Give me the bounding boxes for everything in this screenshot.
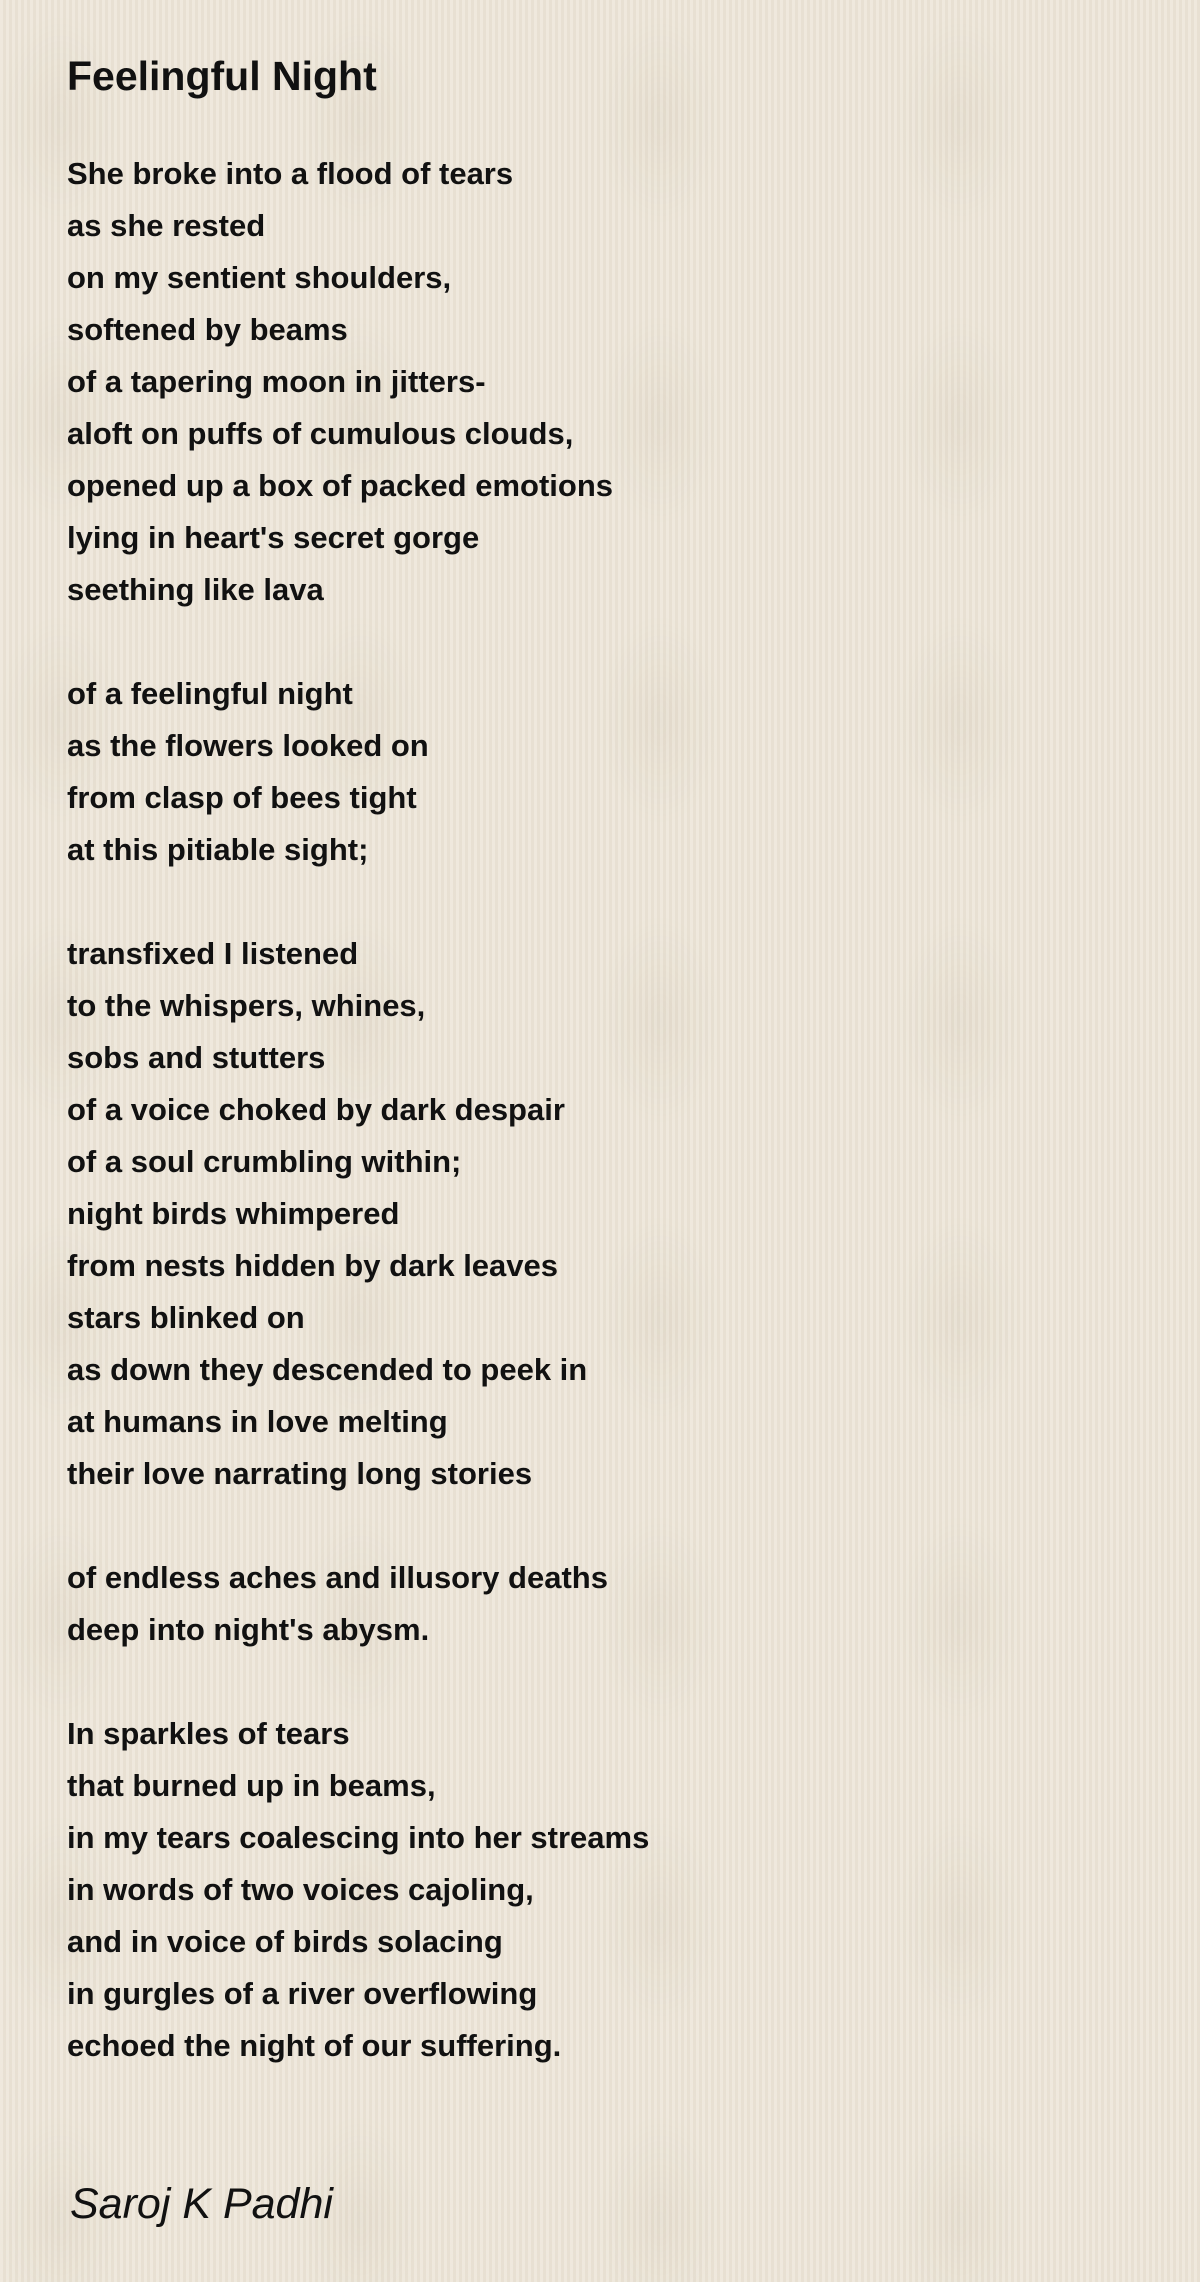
poem-line: their love narrating long stories	[67, 1456, 533, 1491]
poem-title: Feelingful Night	[67, 53, 377, 99]
poem-line: transfixed I listened	[67, 936, 359, 971]
poem-line: lying in heart's secret gorge	[67, 520, 480, 555]
poem-body	[67, 148, 1147, 2124]
poem-line: sobs and stutters	[67, 1040, 326, 1075]
stanza-5	[67, 1708, 1147, 2072]
poem-line: at humans in love melting	[67, 1404, 448, 1439]
stanza-2	[67, 668, 1147, 876]
poem-line: as the flowers looked on	[67, 728, 429, 763]
poem-line: of a soul crumbling within;	[67, 1144, 462, 1179]
stanza-4	[67, 1552, 1147, 1656]
poem-line: echoed the night of our suffering.	[67, 2028, 562, 2063]
poem-author: Saroj K Padhi	[70, 2180, 333, 2228]
poem-line: stars blinked on	[67, 1300, 305, 1335]
stanza-3	[67, 928, 1147, 1500]
poem-line: aloft on puffs of cumulous clouds,	[67, 416, 574, 451]
poem-line: as down they descended to peek in	[67, 1352, 588, 1387]
poem-line: of a voice choked by dark despair	[67, 1092, 565, 1127]
poem-line: night birds whimpered	[67, 1196, 400, 1231]
poem-line: seething like lava	[67, 572, 324, 607]
poem-line: from clasp of bees tight	[67, 780, 417, 815]
poem-line: deep into night's abysm.	[67, 1612, 430, 1647]
poem-line: from nests hidden by dark leaves	[67, 1248, 559, 1283]
poem-line: that burned up in beams,	[67, 1768, 436, 1803]
poem-line: She broke into a flood of tears	[67, 156, 514, 191]
poem-line: as she rested	[67, 208, 266, 243]
poem-line: softened by beams	[67, 312, 348, 347]
stanza-1	[67, 148, 1147, 616]
poem-line: at this pitiable sight;	[67, 832, 369, 867]
poem-line: in words of two voices cajoling,	[67, 1872, 534, 1907]
poem-line: to the whispers, whines,	[67, 988, 426, 1023]
poem-line: of a tapering moon in jitters-	[67, 364, 486, 399]
poem-line: in my tears coalescing into her streams	[67, 1820, 650, 1855]
poem-line: of endless aches and illusory deaths	[67, 1560, 608, 1595]
poem-line: on my sentient shoulders,	[67, 260, 452, 295]
poem-line: opened up a box of packed emotions	[67, 468, 614, 503]
poem-line: and in voice of birds solacing	[67, 1924, 503, 1959]
poem-line: In sparkles of tears	[67, 1716, 350, 1751]
poem-line: of a feelingful night	[67, 676, 353, 711]
poem-line: in gurgles of a river overflowing	[67, 1976, 538, 2011]
